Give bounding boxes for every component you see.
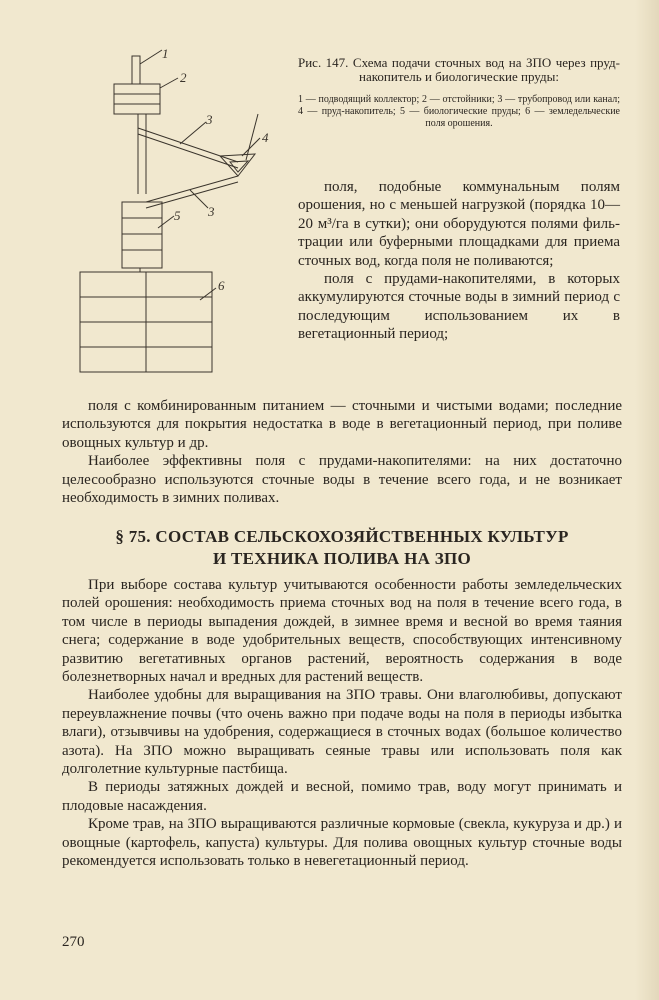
caption-title: Рис. 147. Схема подачи сточных вод на ЗПО через пруд-накопитель и биологические пруды: [298, 55, 620, 84]
paragraph: При выборе состава культур учитываются особенности работы земледельческих полей орошения: необходимость приема сточных вод на поля в течение всего года, в том числе в периоды выпадения дождей, в зимнее время и весной во время таяния снега; содержание в воде удобрительных веществ, способствующих интенсивному развитию вегетативных органов растений, вероятность содержания в воде болезнетворных начал и вредных для растений веществ. [62, 577, 622, 686]
label-6: 6 [218, 278, 225, 293]
label-2: 2 [180, 70, 187, 85]
label-3b: 3 [208, 204, 215, 219]
collector-pipe [132, 56, 140, 84]
paragraph: В периоды затяжных дождей и весной, помимо трав, воду могут принимать и плодовые насаждения. [62, 779, 622, 814]
heading-line-2: И ТЕХНИКА ПОЛИВА НА ЗПО [212, 549, 472, 568]
heading-line-1: § 75. СОСТАВ СЕЛЬСКОХОЗЯЙСТВЕННЫХ КУЛЬТУР [115, 527, 569, 546]
figure-caption [298, 56, 620, 130]
caption-legend: 1 — подводящий коллектор; 2 — отстойники; 3 — трубопровод или канал; 4 — пруд-накопитель; 5 — биологические пруды; 6 — земледельческие поля орошения. [298, 94, 620, 129]
paragraph: Наиболее удобны для выращивания на ЗПО травы. Они влаголюбивы, допускают переувлажнение почвы (что очень важно при подаче воды на поля в периоды избытка влаги), отзывчивы на удобрения, содержащиеся в сточных водах (большое количество азота). На ЗПО можно выращивать сеяные травы или использовать поля как долголетние культурные пастбища. [62, 687, 622, 778]
paragraph: поля с прудами-накопителями, в которых аккумулируются сточные воды в зимний период с последующим использованием их в вегетационный период; [298, 271, 620, 343]
bio-ponds [122, 202, 162, 268]
section-text [62, 576, 622, 871]
label-3: 3 [206, 112, 213, 127]
page-edge-shadow [635, 0, 659, 1000]
scheme-figure [70, 44, 280, 384]
label-5: 5 [174, 208, 181, 223]
page-number: 270 [62, 934, 85, 950]
settlers-block [114, 84, 160, 114]
side-column-text [298, 178, 620, 344]
label-1: 1 [162, 46, 169, 61]
paragraph: поля, подобные коммунальным полям орошения, но с меньшей нагрузкой (порядка 10—20 м³/га в сутки); они оборудуются полями фильтрации или буферными площадками для приема сточных вод, когда поля не поливаются; [298, 179, 620, 269]
label-4: 4 [262, 130, 269, 145]
scheme-diagram [70, 44, 280, 384]
paragraph: Кроме трав, на ЗПО выращиваются различные кормовые (свекла, кукуруза и др.) и овощные (картофель, капуста) культуры. Для полива овощных культур сточные воды рекомендуется использовать только в невегетационный период. [62, 816, 622, 870]
section-heading [62, 526, 622, 570]
text-before-heading [62, 397, 622, 507]
paragraph: Наиболее эффективны поля с прудами-накопителями: на них достаточно целесообразно используются сточные воды в течение всего года, и не возникает необходимость в зимних поливах. [62, 453, 622, 507]
paragraph: поля с комбинированным питанием — сточными и чистыми водами; последние используются для покрытия недостатка в воде в вегетационный период, при поливе овощных культур и др. [62, 398, 622, 451]
